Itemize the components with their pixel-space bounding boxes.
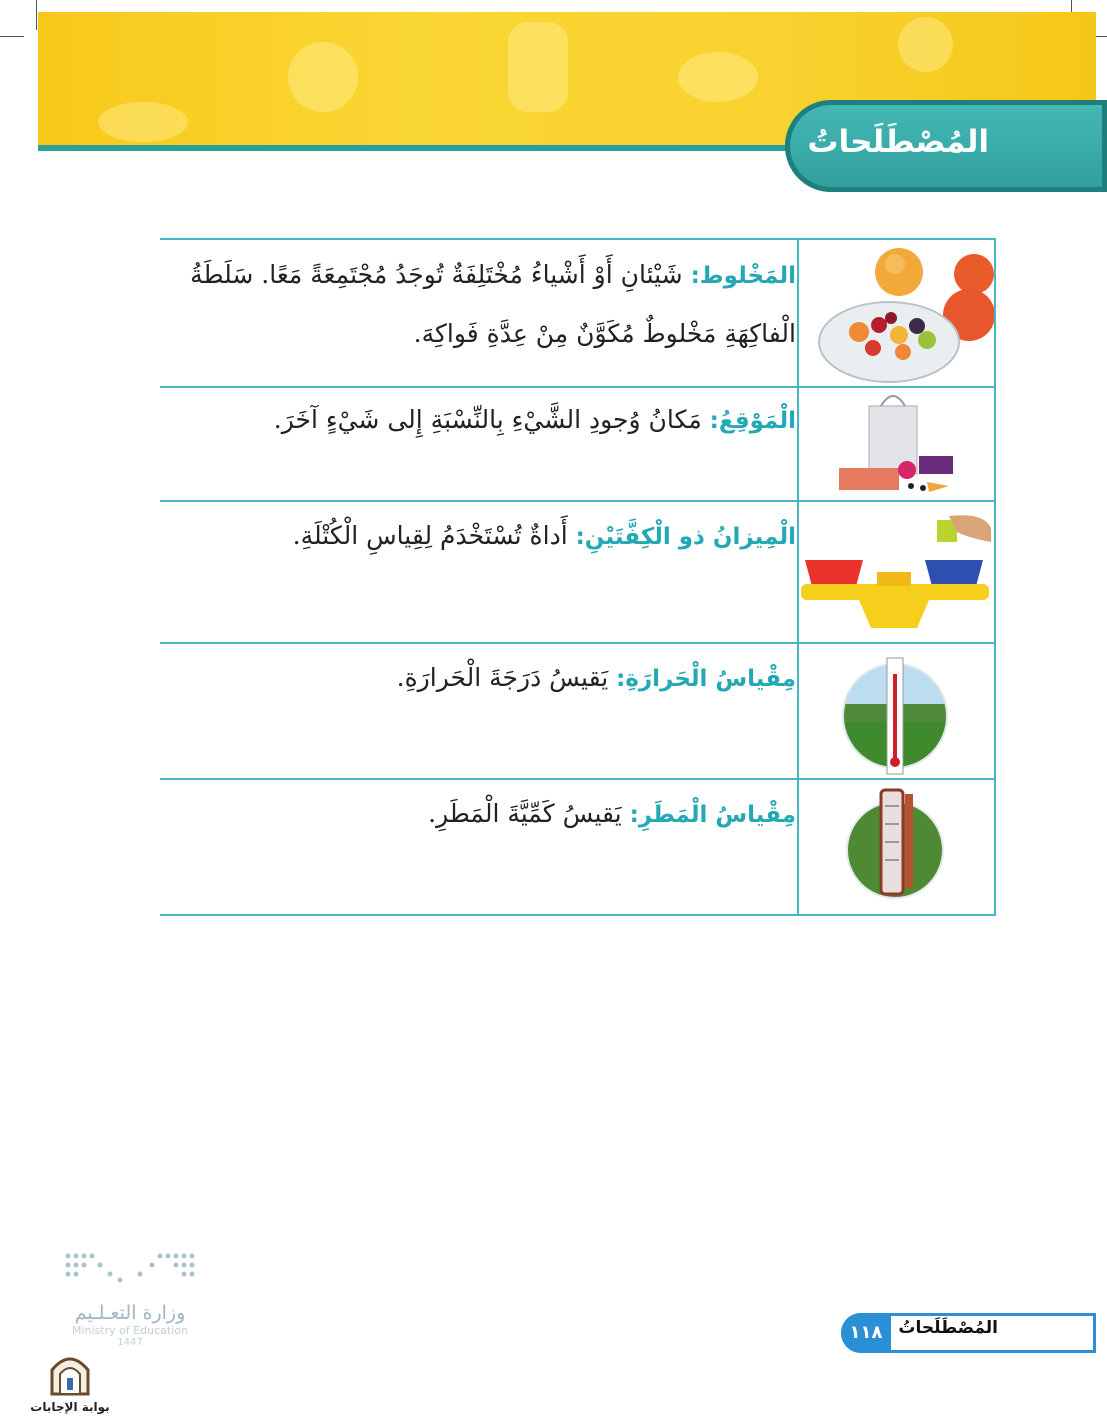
glossary-row (160, 386, 996, 502)
glossary-definition: شَيْئانِ أَوْ أَشْياءُ مُخْتَلِفَةٌ تُوجَدُ مُجْتَمِعَةً مَعًا. سَلَطَةُ الْفاكِهَةِ مَخْلوطٌ مُكَوَّنٌ مِنْ عِدَّةِ فَواكِهَ. (190, 260, 796, 348)
ministry-name-en: Ministry of Education (71, 1324, 188, 1337)
glossary-term: الْمَوْقِعُ: (709, 408, 796, 434)
glossary-row (160, 238, 996, 388)
title-tab (785, 100, 1107, 192)
mosque-icon (48, 1350, 92, 1396)
glossary-definition: أَداةٌ تُسْتَخْدَمُ لِقِياسِ الْكُتْلَةِ. (292, 521, 576, 550)
gift-bag-image (799, 386, 994, 500)
glossary-definition: يَقيسُ كَمِّيَّةَ الْمَطَرِ. (428, 799, 630, 828)
balance-scale-image (799, 502, 994, 642)
fruit-salad-image (799, 240, 994, 386)
rain-gauge-image (799, 780, 994, 914)
crop-mark (0, 36, 24, 37)
ministry-year: 1447 (117, 1337, 143, 1348)
glossary-row (160, 502, 996, 644)
glossary-definition: مَكانُ وُجودِ الشَّيْءِ بِالنِّسْبَةِ إِلى شَيْءٍ آخَرَ. (273, 405, 710, 434)
definition-cell (160, 780, 796, 843)
definition-cell (160, 502, 796, 565)
footer-section-label: المُصْطَلَحاتُ (898, 1318, 998, 1338)
image-cell (797, 240, 996, 386)
thermometer-image (799, 644, 994, 778)
image-cell (797, 386, 996, 500)
ministry-dots-icon (60, 1250, 200, 1290)
header-rule (38, 145, 798, 151)
glossary-table (160, 238, 996, 916)
glossary-term: مِقْياسُ الْمَطَرِ: (629, 802, 796, 828)
image-cell (797, 780, 996, 914)
definition-cell (160, 240, 796, 363)
page-number: ١١٨ (841, 1313, 891, 1353)
definition-cell (160, 386, 796, 449)
glossary-row (160, 644, 996, 780)
image-cell (797, 644, 996, 778)
glossary-term: مِقْياسُ الْحَرارَةِ: (616, 666, 796, 692)
crop-mark (36, 0, 37, 30)
ministry-logo (60, 1250, 200, 1348)
glossary-definition: يَقيسُ دَرَجَةَ الْحَرارَةِ. (396, 663, 617, 692)
ministry-name-ar: وزارة التعـلـيم (74, 1302, 186, 1324)
watermark-logo (30, 1350, 110, 1414)
page-title: المُصْطَلَحاتُ (807, 124, 989, 160)
glossary-term: المَخْلوط: (690, 263, 796, 289)
image-cell (797, 502, 996, 642)
glossary-row (160, 780, 996, 916)
definition-cell (160, 644, 796, 707)
glossary-term: الْمِيزانُ ذو الْكِفَّتَيْنِ: (575, 524, 796, 550)
watermark-text: بوابة الإجابات (30, 1400, 110, 1414)
